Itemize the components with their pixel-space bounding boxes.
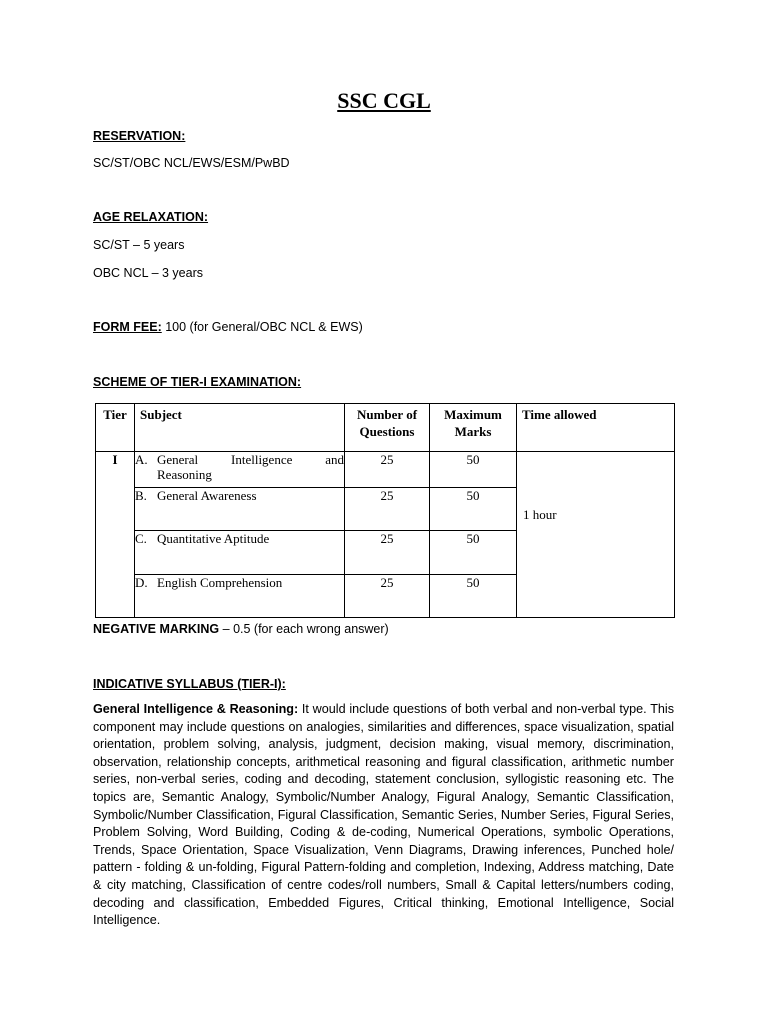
negative-marking-label: NEGATIVE MARKING (93, 622, 220, 636)
questions-cell: 25 (345, 575, 430, 618)
subject-cell (135, 452, 345, 488)
questions-cell: 25 (345, 488, 430, 531)
subject-name-line1: General Intelligence and (157, 452, 344, 467)
subject-name-line2: Reasoning (157, 467, 212, 482)
time-allowed-cell (517, 452, 675, 618)
subject-letter: A. (135, 452, 148, 467)
age-relaxation-heading: AGE RELAXATION: (93, 210, 209, 224)
marks-cell: 50 (430, 575, 517, 618)
subject-cell (135, 488, 345, 531)
form-fee-line (93, 319, 363, 335)
subject-letter: B. (135, 488, 147, 503)
table-header-row (96, 404, 675, 452)
header-tier: Tier (96, 404, 135, 452)
questions-cell: 25 (345, 531, 430, 575)
subject-letter: D. (135, 575, 148, 590)
table-row (96, 452, 675, 488)
header-subject: Subject (135, 404, 345, 452)
tier-cell: I (96, 452, 135, 618)
negative-marking-line (93, 621, 389, 637)
subject-name: Quantitative Aptitude (157, 531, 270, 546)
syllabus-heading: INDICATIVE SYLLABUS (TIER-I): (93, 677, 286, 691)
form-fee-label: FORM FEE: (93, 320, 162, 334)
subject-cell (135, 575, 345, 618)
subject-name: General Awareness (157, 488, 257, 503)
time-allowed-value: 1 hour (523, 506, 557, 522)
header-time: Time allowed (517, 404, 675, 452)
reservation-value: SC/ST/OBC NCL/EWS/ESM/PwBD (93, 156, 290, 170)
marks-cell: 50 (430, 452, 517, 488)
document-title: SSC CGL (337, 88, 431, 113)
questions-cell: 25 (345, 452, 430, 488)
syllabus-paragraph (93, 701, 674, 930)
header-questions: Number of Questions (345, 404, 430, 452)
form-fee-value: 100 (for General/OBC NCL & EWS) (161, 320, 363, 334)
gi-text: It would include questions of both verbal and non-verbal type. This component may include questions on analogies, similarities and differences, space visualization, spatial orientation, problem solving, analysis, judgment, decision making, visual memory, discrimination, observation, relationship concepts, arithmetical reasoning and figural classification, arithmetic number series, non-verbal series, coding and decoding, statement conclusion, syllogistic reasoning etc. The topics are, Semantic Analogy, Symbolic/Number Analogy, Figural Analogy, Semantic Classification, Symbolic/Number Classification, Figural Classification, Semantic Series, Number Series, Figural Series, Problem Solving, Word Building, Coding & de-coding, Numerical Operations, symbolic Operations, Trends, Space Orientation, Space Visualization, Venn Diagrams, Drawing inferences, Punched hole/ pattern - folding & un-folding, Figural Pattern-folding and completion, Indexing, Address matching, Date & city matching, Classification of centre codes/roll numbers, Small & Capital letters/numbers coding, decoding and classification, Embedded Figures, Critical thinking, Emotional Intelligence, Social Intelligence. (93, 702, 674, 928)
subject-name: English Comprehension (157, 575, 283, 590)
age-relaxation-item: OBC NCL – 3 years (93, 266, 203, 280)
marks-cell: 50 (430, 531, 517, 575)
negative-marking-value: – 0.5 (for each wrong answer) (219, 622, 389, 636)
reservation-heading: RESERVATION: (93, 129, 186, 143)
header-marks: Maximum Marks (430, 404, 517, 452)
gi-label: General Intelligence & Reasoning: (93, 702, 299, 716)
marks-cell: 50 (430, 488, 517, 531)
age-relaxation-item: SC/ST – 5 years (93, 238, 185, 252)
subject-cell (135, 531, 345, 575)
scheme-table (95, 403, 675, 618)
subject-letter: C. (135, 531, 147, 546)
scheme-heading: SCHEME OF TIER-I EXAMINATION: (93, 375, 302, 389)
